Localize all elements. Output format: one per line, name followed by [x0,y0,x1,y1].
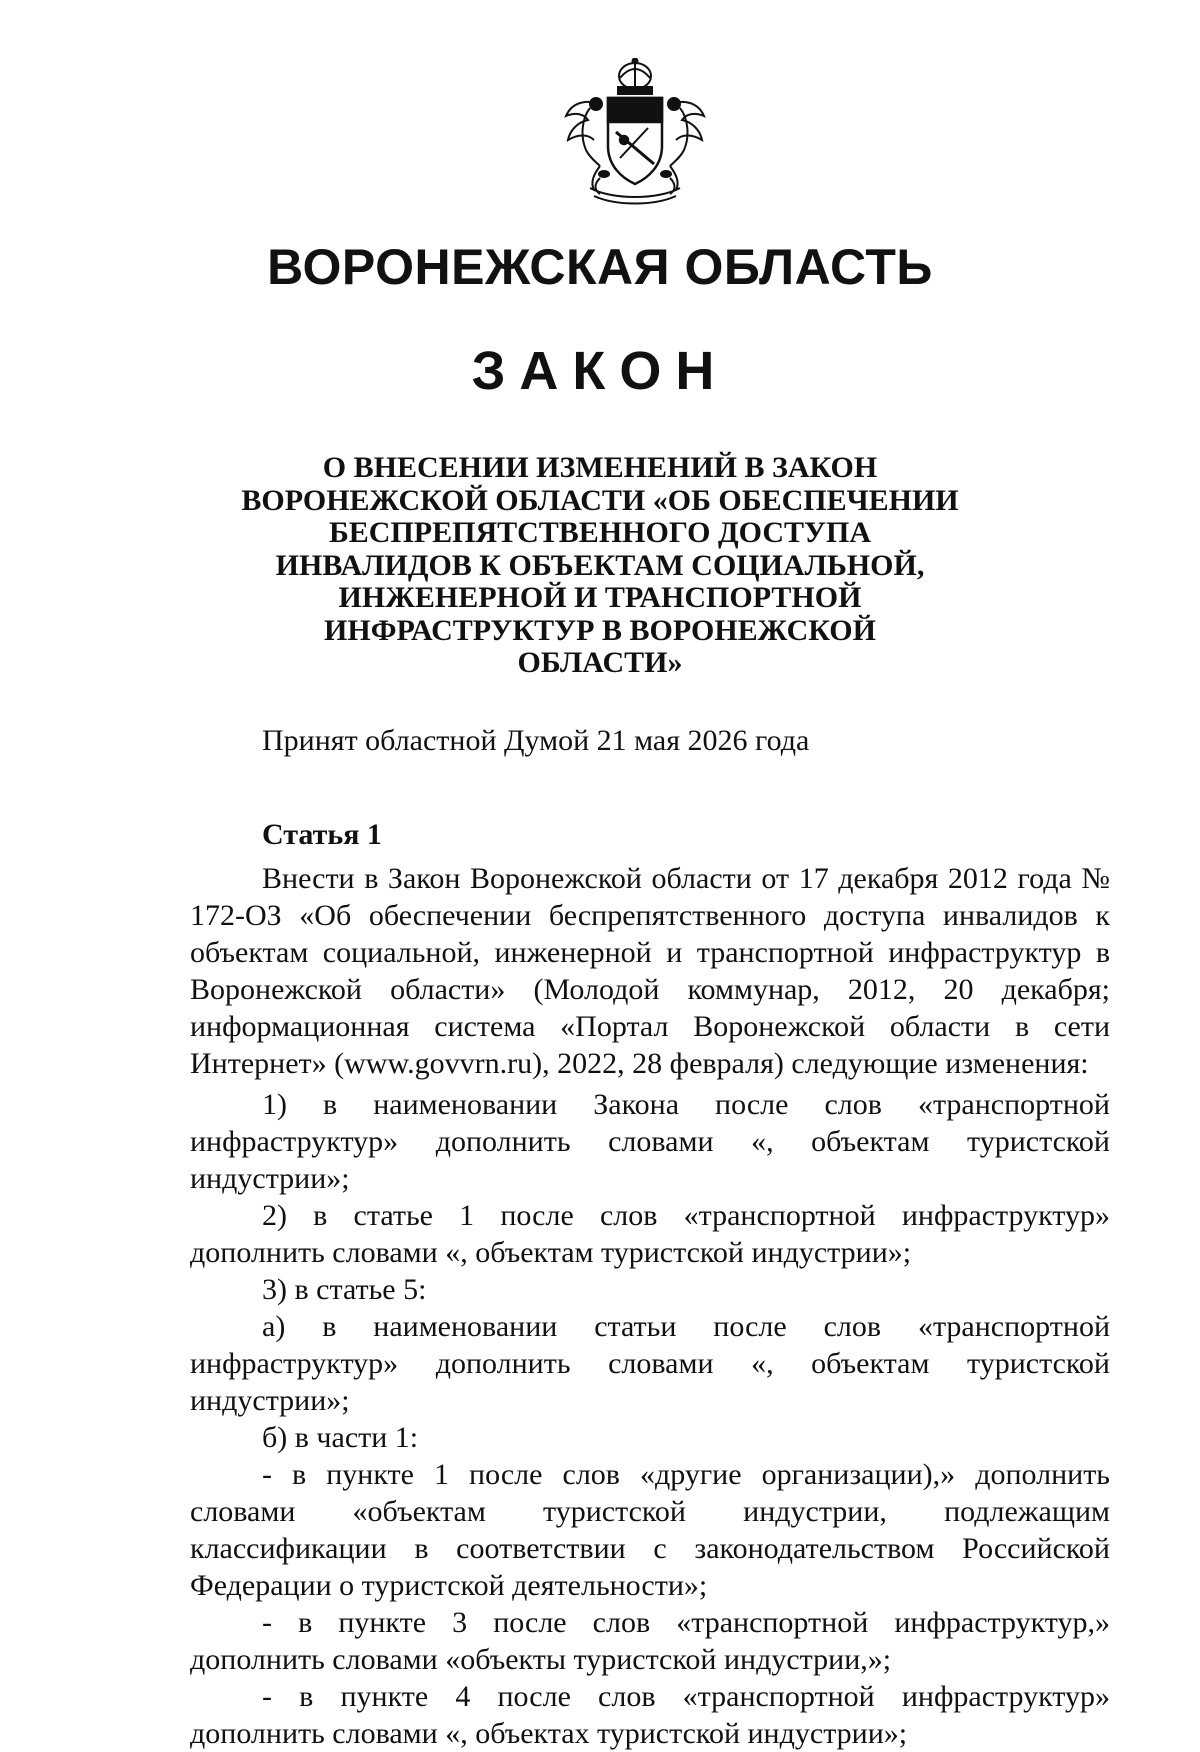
article-intro [190,860,1110,1082]
article-intro-paragraph: Внести в Закон Воронежской области от 17 декабря 2012 года № 172-ОЗ «Об обеспечении беспрепятственного доступа инвалидов к объектам социальной, инженерной и транспортной инфраструктур в Воронежской области» (Молодой коммунар, 2012, 20 декабря; информационная система «Портал Воронежской области в сети Интернет» (www.govvrn.ru), 2022, 28 февраля) следующие изменения: [190,862,1110,1080]
amendment-item: 1) в наименовании Закона после слов «транспортной инфраструктур» дополнить словами «, объектам туристской индустрии»; [190,1088,1110,1195]
left-supporter-icon [566,98,602,190]
amendment-item: 3) в статье 5: [262,1273,427,1306]
right-supporter-icon [668,98,704,190]
law-title-line: ИНЖЕНЕРНОЙ И ТРАНСПОРТНОЙ [338,581,862,614]
law-title-line: О ВНЕСЕНИИ ИЗМЕНЕНИЙ В ЗАКОН [322,451,878,484]
region-heading: ВОРОНЕЖСКАЯ ОБЛАСТЬ [267,239,933,295]
adoption-date: Принят областной Думой 21 мая 2026 года [262,724,810,757]
law-title-line: ИНВАЛИДОВ К ОБЪЕКТАМ СОЦИАЛЬНОЙ, [275,548,925,582]
amendment-item: 2) в статье 1 после слов «транспортной инфраструктур» дополнить словами «, объектам туристской индустрии»; [190,1199,1110,1269]
amendment-item: - в пункте 3 после слов «транспортной инфраструктур,» дополнить словами «объекты туристской индустрии,»; [190,1606,1110,1676]
amendment-item: б) в части 1: [262,1421,419,1454]
law-title-line: ИНФРАСТРУКТУР В ВОРОНЕЖСКОЙ [324,613,876,647]
crown-icon [618,59,652,95]
amendment-item: а) в наименовании статьи после слов «транспортной инфраструктур» дополнить словами «, объектам туристской индустрии»; [190,1310,1110,1417]
amendment-item: - в пункте 1 после слов «другие организации),» дополнить словами «объектам туристской индустрии, подлежащим классификации в соответствии с законодательством Российской Федерации о туристской деятельности»; [190,1458,1110,1602]
law-title-line: БЕСПРЕПЯТСТВЕННОГО ДОСТУПА [328,516,872,549]
article-heading: Статья 1 [262,818,382,851]
document-type-heading: ЗАКОН [471,341,729,401]
coat-of-arms-icon [560,58,710,206]
law-title-line: ОБЛАСТИ» [517,646,683,679]
law-title-line: ВОРОНЕЖСКОЙ ОБЛАСТИ «ОБ ОБЕСПЕЧЕНИИ [241,483,959,517]
amendment-list [190,1086,1110,1752]
law-title [150,452,1050,680]
amendment-item: - в пункте 4 после слов «транспортной инфраструктур» дополнить словами «, объектах туристской индустрии»; [190,1680,1110,1750]
shield-icon [608,98,662,184]
